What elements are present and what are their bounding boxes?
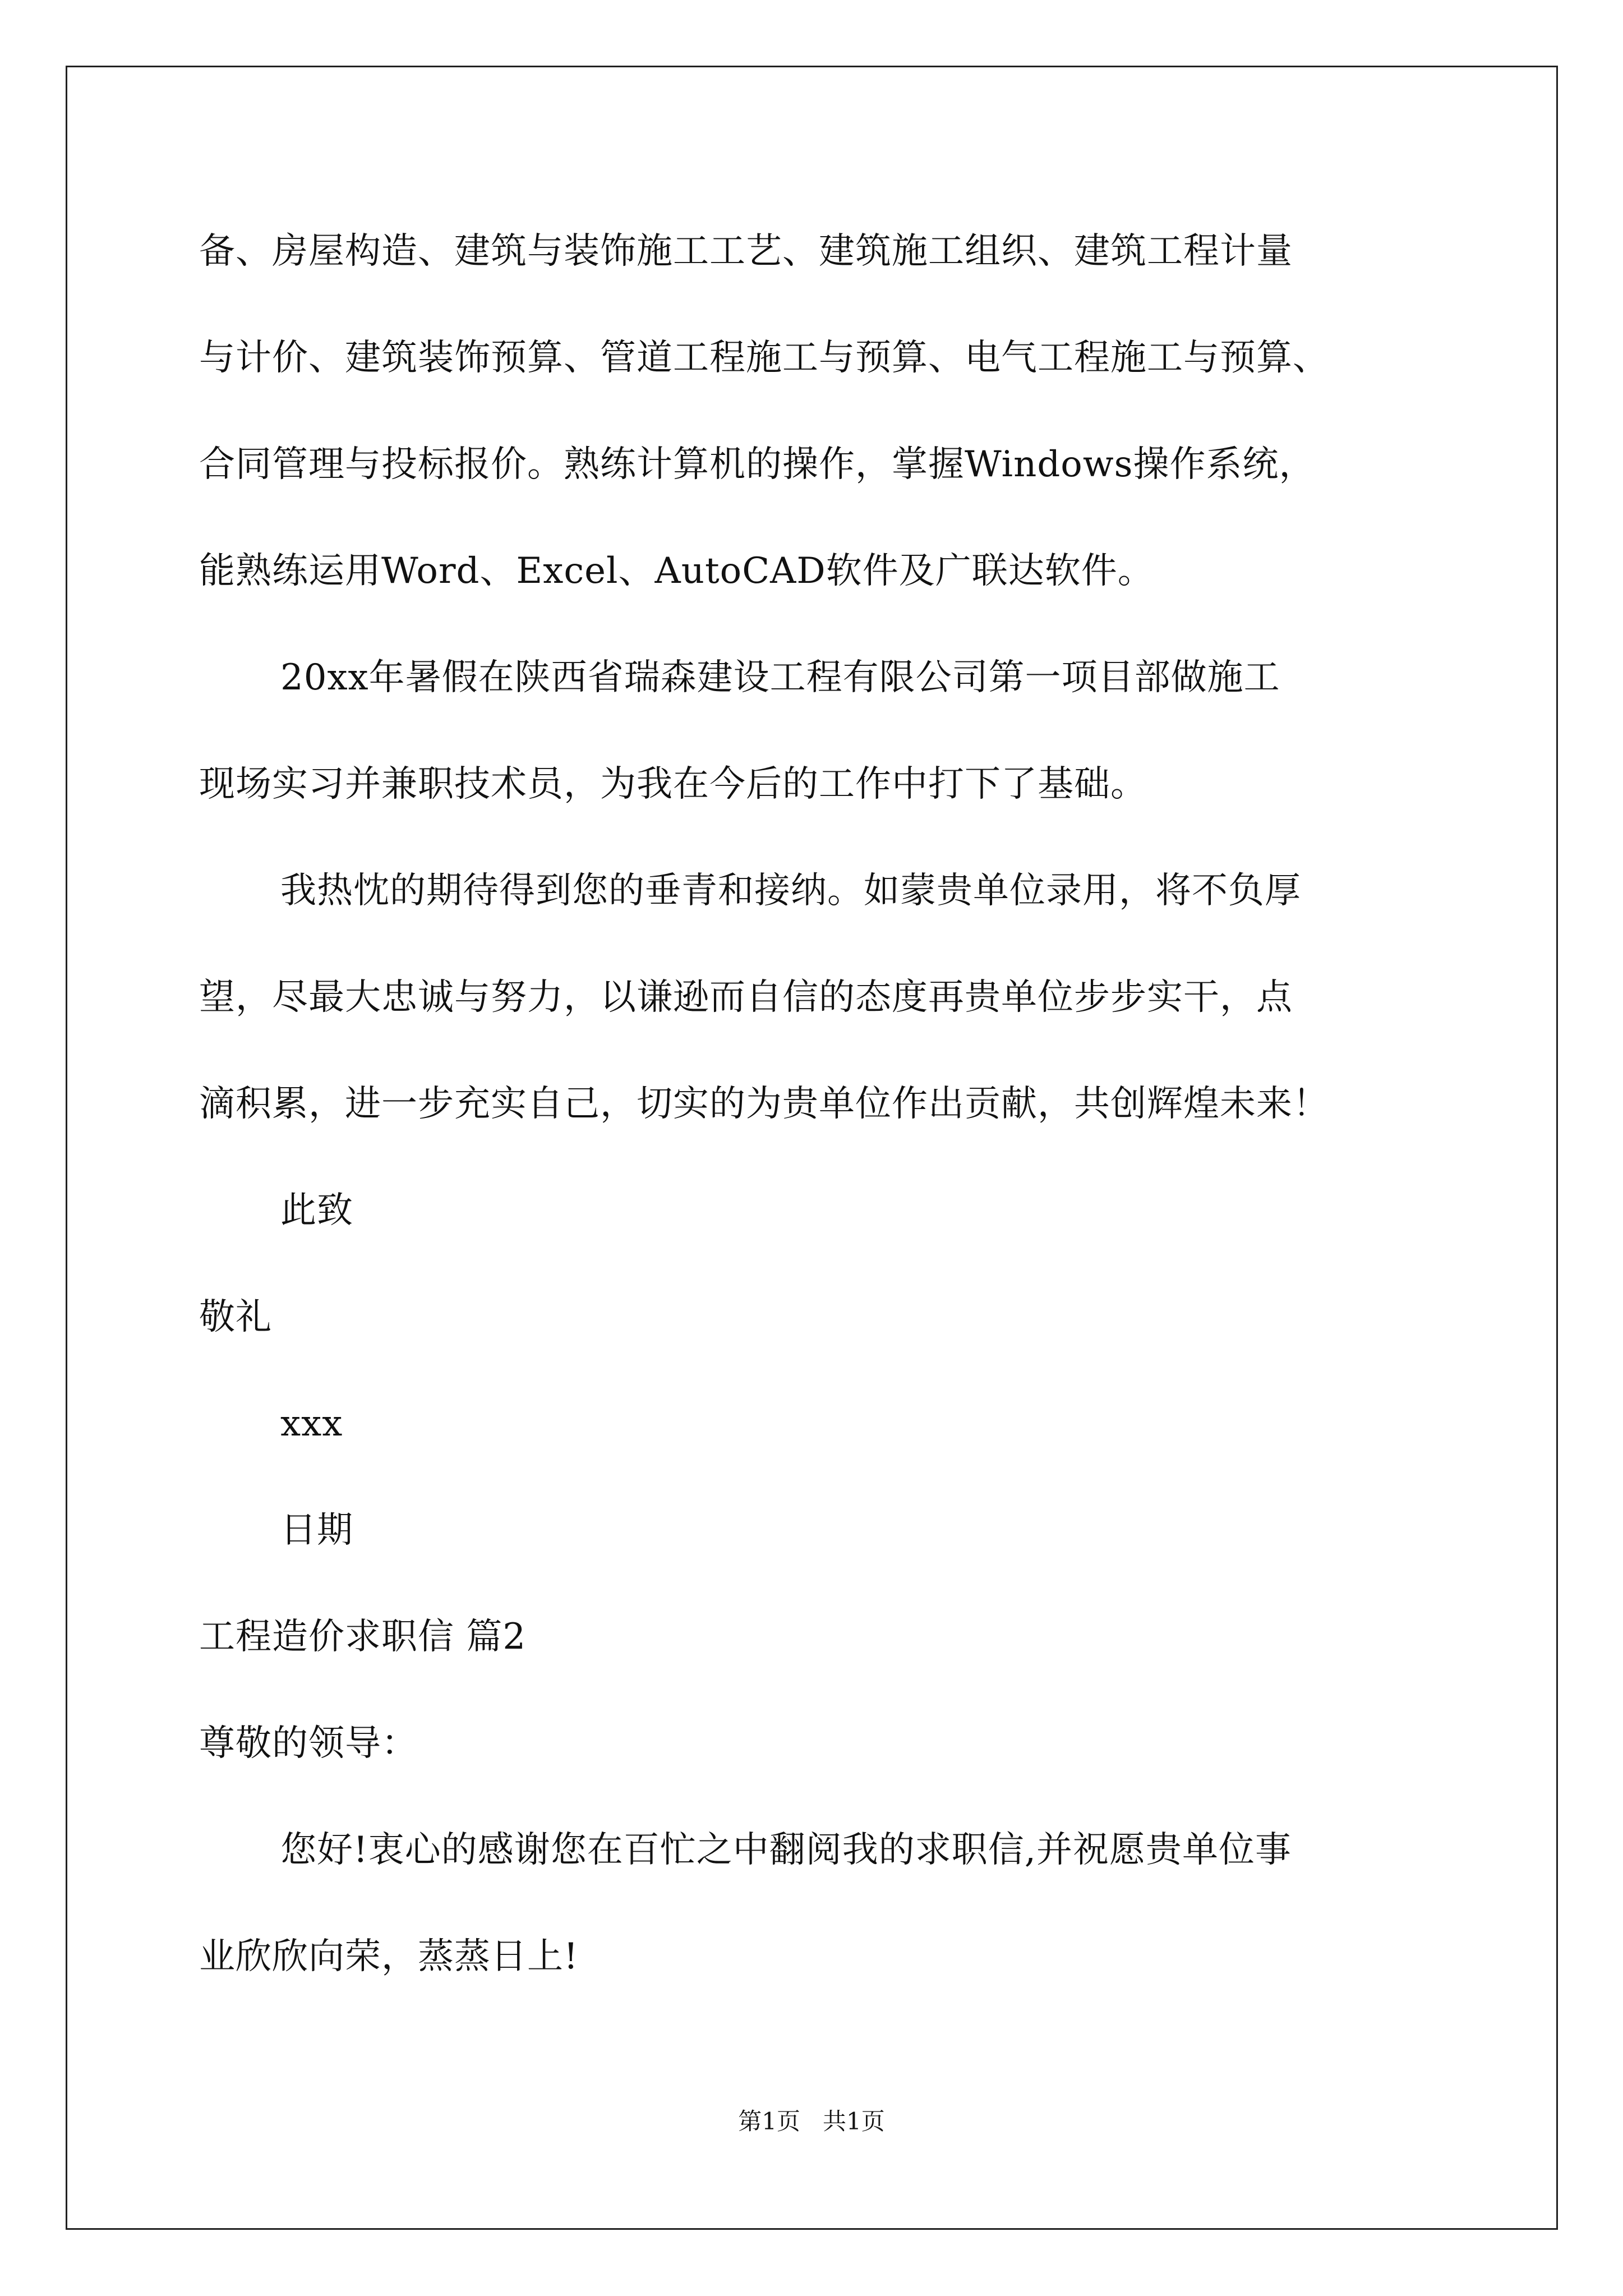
body-line: 能熟练运用Word、Excel、AutoCAD软件及广联达软件。 [199, 550, 1154, 592]
signature-date: 日期 [280, 1510, 353, 1551]
page-border [66, 66, 1558, 2230]
paragraph-first-line: 20xx年暑假在陕西省瑞森建设工程有限公司第一项目部做施工 [280, 657, 1280, 698]
closing-salutation: 此致 [280, 1190, 353, 1231]
paragraph-first-line: 我热忱的期待得到您的垂青和接纳。如蒙贵单位录用，将不负厚 [280, 870, 1301, 912]
body-line: 备、房屋构造、建筑与装饰施工工艺、建筑施工组织、建筑工程计量 [199, 231, 1293, 272]
page-number-footer: 第1页 共1页 [738, 2108, 885, 2135]
section-heading: 工程造价求职信 篇2 [199, 1616, 527, 1658]
closing-regards: 敬礼 [199, 1296, 272, 1338]
paragraph-first-line: 您好!衷心的感谢您在百忙之中翻阅我的求职信,并祝愿贵单位事 [280, 1829, 1292, 1871]
body-line: 与计价、建筑装饰预算、管道工程施工与预算、电气工程施工与预算、 [199, 337, 1329, 379]
body-line: 滴积累，进一步充实自己，切实的为贵单位作出贡献，共创辉煌未来！ [199, 1083, 1329, 1125]
greeting: 尊敬的领导： [199, 1723, 418, 1764]
body-line: 业欣欣向荣，蒸蒸日上! [199, 1936, 579, 1977]
body-line: 望，尽最大忠诚与努力，以谦逊而自信的态度再贵单位步步实干，点 [199, 977, 1293, 1018]
body-line: 现场实习并兼职技术员，为我在今后的工作中打下了基础。 [199, 763, 1147, 805]
signature-name: xxx [280, 1403, 343, 1444]
body-line: 合同管理与投标报价。熟练计算机的操作，掌握Windows操作系统， [199, 444, 1316, 485]
